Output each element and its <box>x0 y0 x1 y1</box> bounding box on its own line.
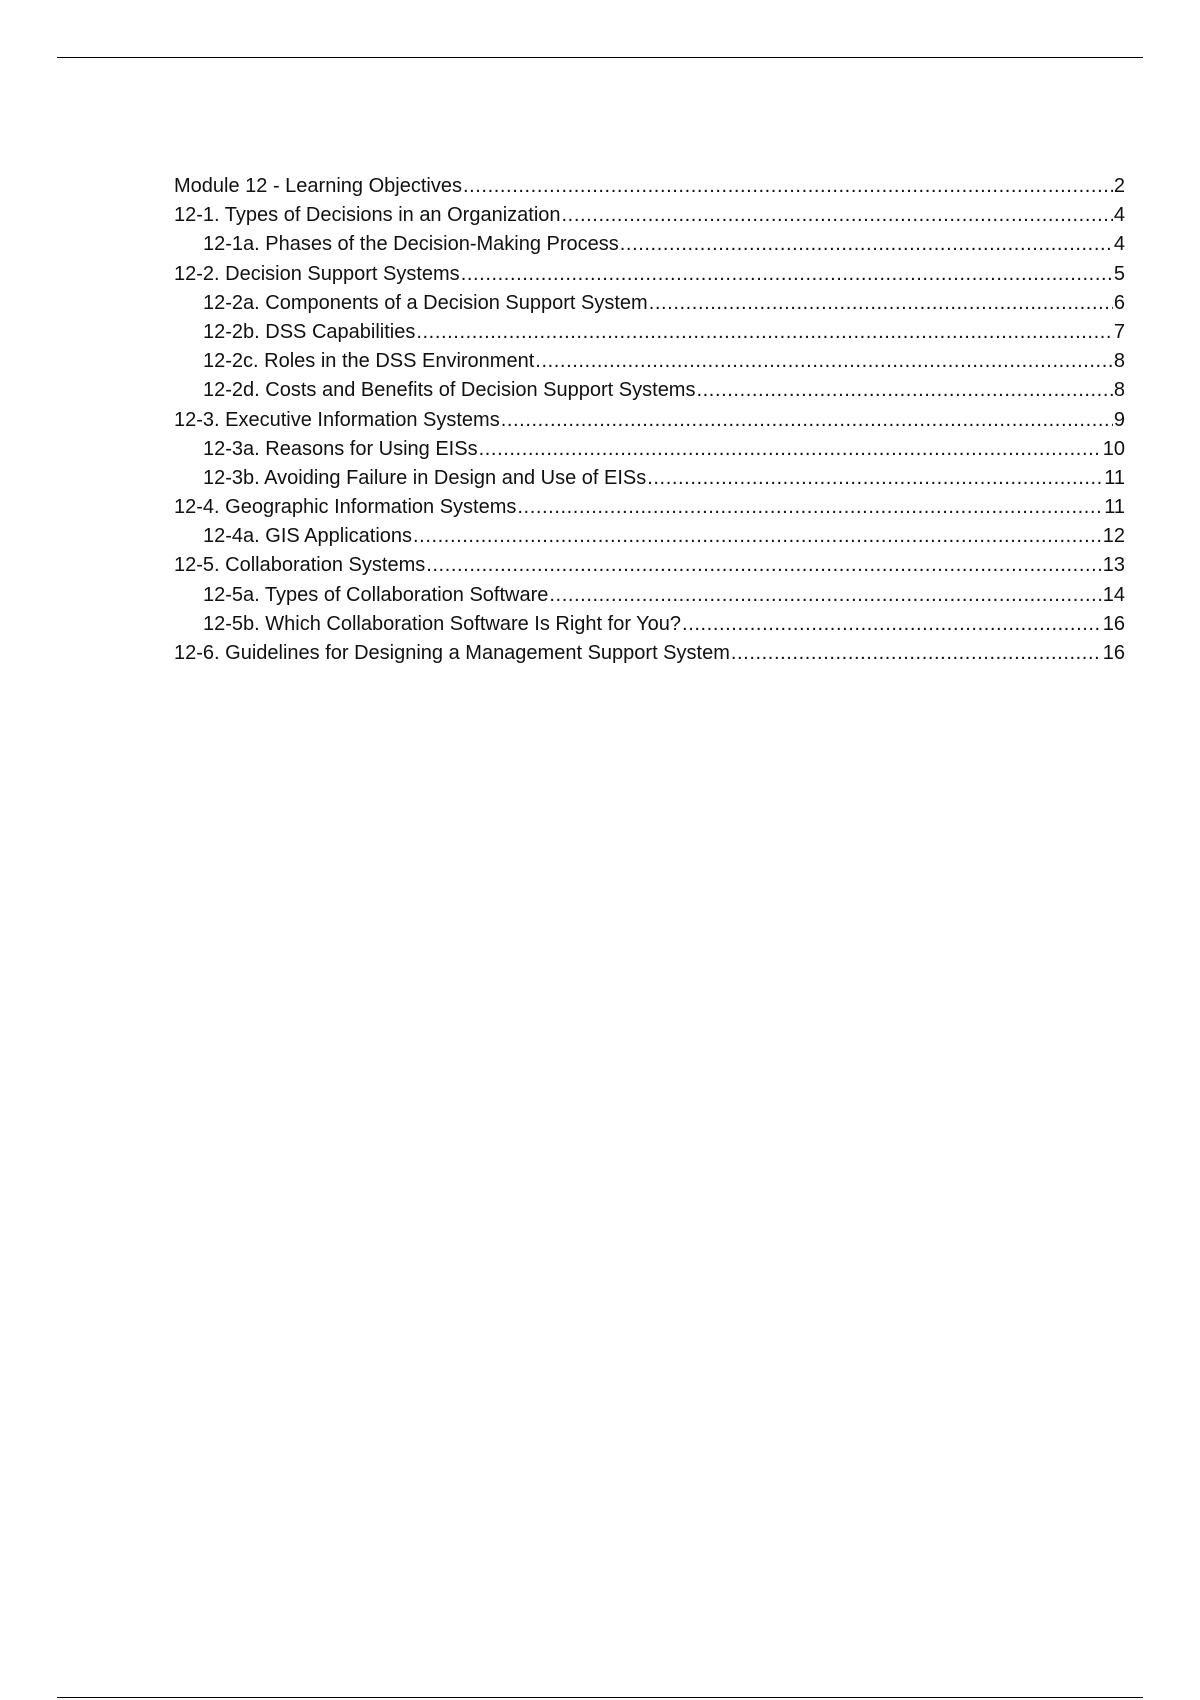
toc-entry-12-1a[interactable] <box>174 230 1125 259</box>
toc-dot-leader <box>517 493 1103 522</box>
toc-entry-page: 9 <box>1113 408 1125 431</box>
toc-dot-leader <box>461 260 1113 289</box>
toc-entry-12-1[interactable] <box>174 201 1125 230</box>
toc-entry-title: 12-3a. Reasons for Using EISs <box>203 437 478 460</box>
toc-entry-title: 12-4a. GIS Applications <box>203 525 413 548</box>
toc-entry-12-2[interactable] <box>174 260 1125 289</box>
toc-entry-learning-objectives[interactable] <box>174 172 1125 201</box>
toc-entry-title: 12-5b. Which Collaboration Software Is Right for You? <box>203 612 682 635</box>
toc-dot-leader <box>731 639 1102 668</box>
toc-entry-page: 6 <box>1113 291 1125 314</box>
toc-entry-title: 12-4. Geographic Information Systems <box>174 496 517 519</box>
footer-rule <box>57 1697 1143 1698</box>
toc-entry-12-2b[interactable] <box>174 318 1125 347</box>
toc-entry-12-3b[interactable] <box>174 464 1125 493</box>
toc-dot-leader <box>549 581 1101 610</box>
toc-dot-leader <box>413 522 1102 551</box>
toc-entry-title: 12-2d. Costs and Benefits of Decision Support Systems <box>203 379 696 402</box>
toc-entry-page: 11 <box>1104 496 1125 519</box>
toc-entry-page: 16 <box>1102 642 1125 664</box>
toc-entry-page: 2 <box>1113 175 1125 197</box>
toc-entry-page: 4 <box>1113 233 1125 256</box>
toc-dot-leader <box>463 172 1113 201</box>
toc-entry-12-4a[interactable] <box>174 522 1125 551</box>
toc-entry-12-2a[interactable] <box>174 289 1125 318</box>
toc-entry-title: 12-2c. Roles in the DSS Environment <box>203 350 535 373</box>
toc-entry-page: 8 <box>1113 350 1125 373</box>
toc-dot-leader <box>620 230 1113 259</box>
toc-entry-title: 12-3b. Avoiding Failure in Design and Use of EISs <box>203 466 647 489</box>
toc-entry-page: 13 <box>1102 554 1125 577</box>
toc-entry-page: 7 <box>1113 320 1125 343</box>
toc-entry-title: 12-3. Executive Information Systems <box>174 408 500 431</box>
toc-dot-leader <box>649 289 1113 318</box>
toc-dot-leader <box>682 610 1102 639</box>
toc-dot-leader <box>501 406 1113 435</box>
toc-dot-leader <box>426 551 1102 580</box>
toc-entry-page: 16 <box>1102 612 1125 635</box>
toc-entry-title: 12-6. Guidelines for Designing a Management Support System <box>174 642 730 664</box>
table-of-contents <box>174 172 1125 668</box>
toc-entry-page: 8 <box>1113 379 1125 402</box>
header-rule <box>57 57 1143 58</box>
toc-entry-12-5a[interactable] <box>174 581 1125 610</box>
toc-dot-leader <box>416 318 1113 347</box>
toc-entry-page: 5 <box>1113 262 1125 285</box>
toc-entry-page: 12 <box>1102 525 1125 548</box>
toc-entry-title: 12-5. Collaboration Systems <box>174 554 426 577</box>
toc-dot-leader <box>479 435 1102 464</box>
toc-entry-title: 12-2b. DSS Capabilities <box>203 320 416 343</box>
toc-entry-12-3[interactable] <box>174 406 1125 435</box>
toc-dot-leader <box>647 464 1103 493</box>
toc-entry-page: 14 <box>1102 583 1125 606</box>
toc-dot-leader <box>562 201 1113 230</box>
toc-entry-title: 12-5a. Types of Collaboration Software <box>203 583 549 606</box>
toc-entry-12-5[interactable] <box>174 551 1125 580</box>
toc-entry-title: 12-2a. Components of a Decision Support System <box>203 291 648 314</box>
toc-entry-12-2c[interactable] <box>174 347 1125 376</box>
toc-entry-title: 12-1. Types of Decisions in an Organization <box>174 204 561 227</box>
toc-entry-title: 12-2. Decision Support Systems <box>174 262 460 285</box>
toc-entry-12-3a[interactable] <box>174 435 1125 464</box>
toc-dot-leader <box>696 376 1112 405</box>
toc-entry-12-2d[interactable] <box>174 376 1125 405</box>
toc-entry-page: 4 <box>1113 204 1125 227</box>
toc-entry-page: 11 <box>1104 466 1125 489</box>
toc-dot-leader <box>535 347 1113 376</box>
toc-entry-12-4[interactable] <box>174 493 1125 522</box>
toc-entry-title: Module 12 - Learning Objectives <box>174 175 462 197</box>
toc-entry-title: 12-1a. Phases of the Decision-Making Process <box>203 233 619 256</box>
toc-entry-12-5b[interactable] <box>174 610 1125 639</box>
toc-entry-12-6[interactable] <box>174 639 1125 668</box>
toc-entry-page: 10 <box>1102 437 1125 460</box>
